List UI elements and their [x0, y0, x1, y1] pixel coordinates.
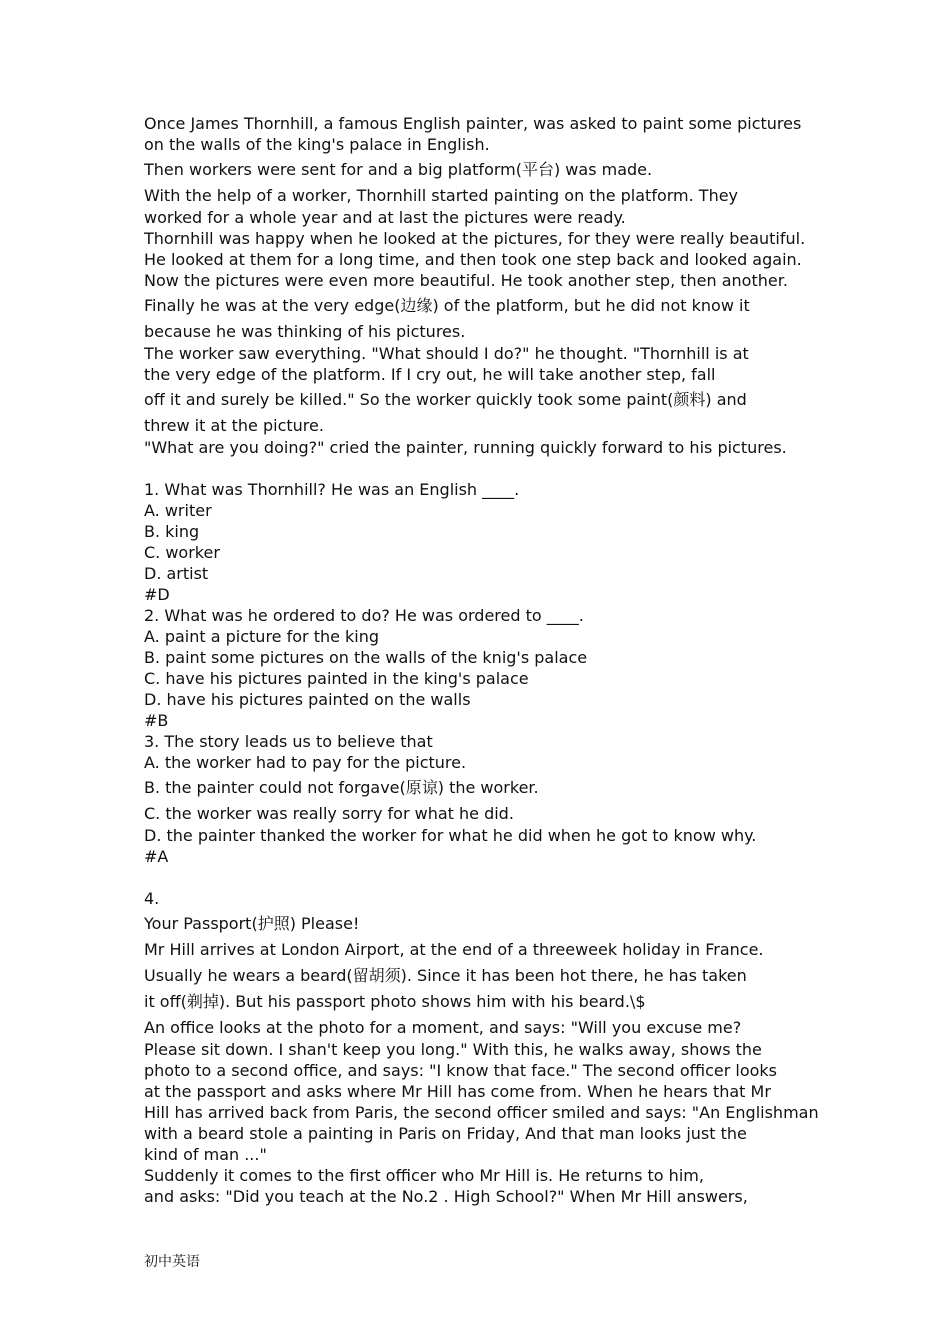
document-body [144, 113, 824, 1207]
text-line: worked for a whole year and at last the pictures were ready. [144, 208, 626, 227]
option-c: C. the worker was really sorry for what he did. [144, 804, 514, 823]
answer-key: #A [144, 847, 169, 866]
spacer [144, 458, 824, 479]
text-line: An office looks at the photo for a moment, and says: "Will you excuse me? [144, 1018, 742, 1037]
text-line: Hill has arrived back from Paris, the second officer smiled and says: "An Englishman [144, 1103, 819, 1122]
option-c: C. have his pictures painted in the king's palace [144, 669, 529, 688]
text-line: because he was thinking of his pictures. [144, 322, 466, 341]
text-line: on the walls of the king's palace in English. [144, 135, 490, 154]
answer-key: #B [144, 711, 169, 730]
option-d: D. the painter thanked the worker for what he did when he got to know why. [144, 826, 757, 845]
text-line: With the help of a worker, Thornhill started painting on the platform. They [144, 186, 739, 205]
text-line: threw it at the picture. [144, 416, 324, 435]
text-line: and asks: "Did you teach at the No.2 . High School?" When Mr Hill answers, [144, 1187, 748, 1206]
option-b: B. king [144, 522, 200, 541]
text-line: at the passport and asks where Mr Hill has come from. When he hears that Mr [144, 1082, 771, 1101]
text-line: the very edge of the platform. If I cry out, he will take another step, fall [144, 365, 716, 384]
option-a: A. paint a picture for the king [144, 627, 380, 646]
text-line: kind of man ..." [144, 1145, 267, 1164]
text-line: off it and surely be killed." So the worker quickly took some paint(颜料) and [144, 390, 747, 409]
option-d: D. have his pictures painted on the walls [144, 690, 471, 709]
text-line: The worker saw everything. "What should I do?" he thought. "Thornhill is at [144, 344, 749, 363]
text-line: Thornhill was happy when he looked at the pictures, for they were really beautiful. [144, 229, 806, 248]
answer-key: #D [144, 585, 170, 604]
text-line: Suddenly it comes to the first officer who Mr Hill is. He returns to him, [144, 1166, 704, 1185]
text-line: Mr Hill arrives at London Airport, at the end of a threeweek holiday in France. [144, 940, 764, 959]
question-block-2 [144, 605, 824, 731]
passage-title: Your Passport(护照) Please! [144, 914, 360, 933]
option-d: D. artist [144, 564, 209, 583]
text-line: with a beard stole a painting in Paris on Friday, And that man looks just the [144, 1124, 747, 1143]
text-line: Then workers were sent for and a big platform(平台) was made. [144, 160, 653, 179]
question-block-3 [144, 731, 824, 867]
option-a: A. writer [144, 501, 212, 520]
question-block-1 [144, 479, 824, 605]
text-line: Please sit down. I shan't keep you long." With this, he walks away, shows the [144, 1040, 762, 1059]
text-line: Finally he was at the very edge(边缘) of the platform, but he did not know it [144, 296, 750, 315]
question-number: 4. [144, 889, 160, 908]
question-text: 3. The story leads us to believe that [144, 732, 433, 751]
story-passage-passport [144, 888, 824, 1207]
text-line: Now the pictures were even more beautiful. He took another step, then another. [144, 271, 788, 290]
question-text: 2. What was he ordered to do? He was ordered to ____. [144, 606, 584, 625]
text-line: photo to a second office, and says: "I know that face." The second officer looks [144, 1061, 777, 1080]
story-passage-painter [144, 113, 824, 458]
option-c: C. worker [144, 543, 220, 562]
text-line: He looked at them for a long time, and then took one step back and looked again. [144, 250, 802, 269]
question-text: 1. What was Thornhill? He was an English ____. [144, 480, 520, 499]
option-a: A. the worker had to pay for the picture. [144, 753, 467, 772]
text-line: Usually he wears a beard(留胡须). Since it has been hot there, he has taken [144, 966, 747, 985]
text-line: Once James Thornhill, a famous English painter, was asked to paint some pictures [144, 114, 802, 133]
page-footer: 初中英语 [144, 1254, 200, 1270]
text-line: "What are you doing?" cried the painter, running quickly forward to his pictures. [144, 438, 787, 457]
text-line: it off(剃掉). But his passport photo shows him with his beard.\$ [144, 992, 646, 1011]
option-b: B. the painter could not forgave(原谅) the worker. [144, 778, 539, 797]
spacer [144, 867, 824, 888]
option-b: B. paint some pictures on the walls of the knig's palace [144, 648, 588, 667]
